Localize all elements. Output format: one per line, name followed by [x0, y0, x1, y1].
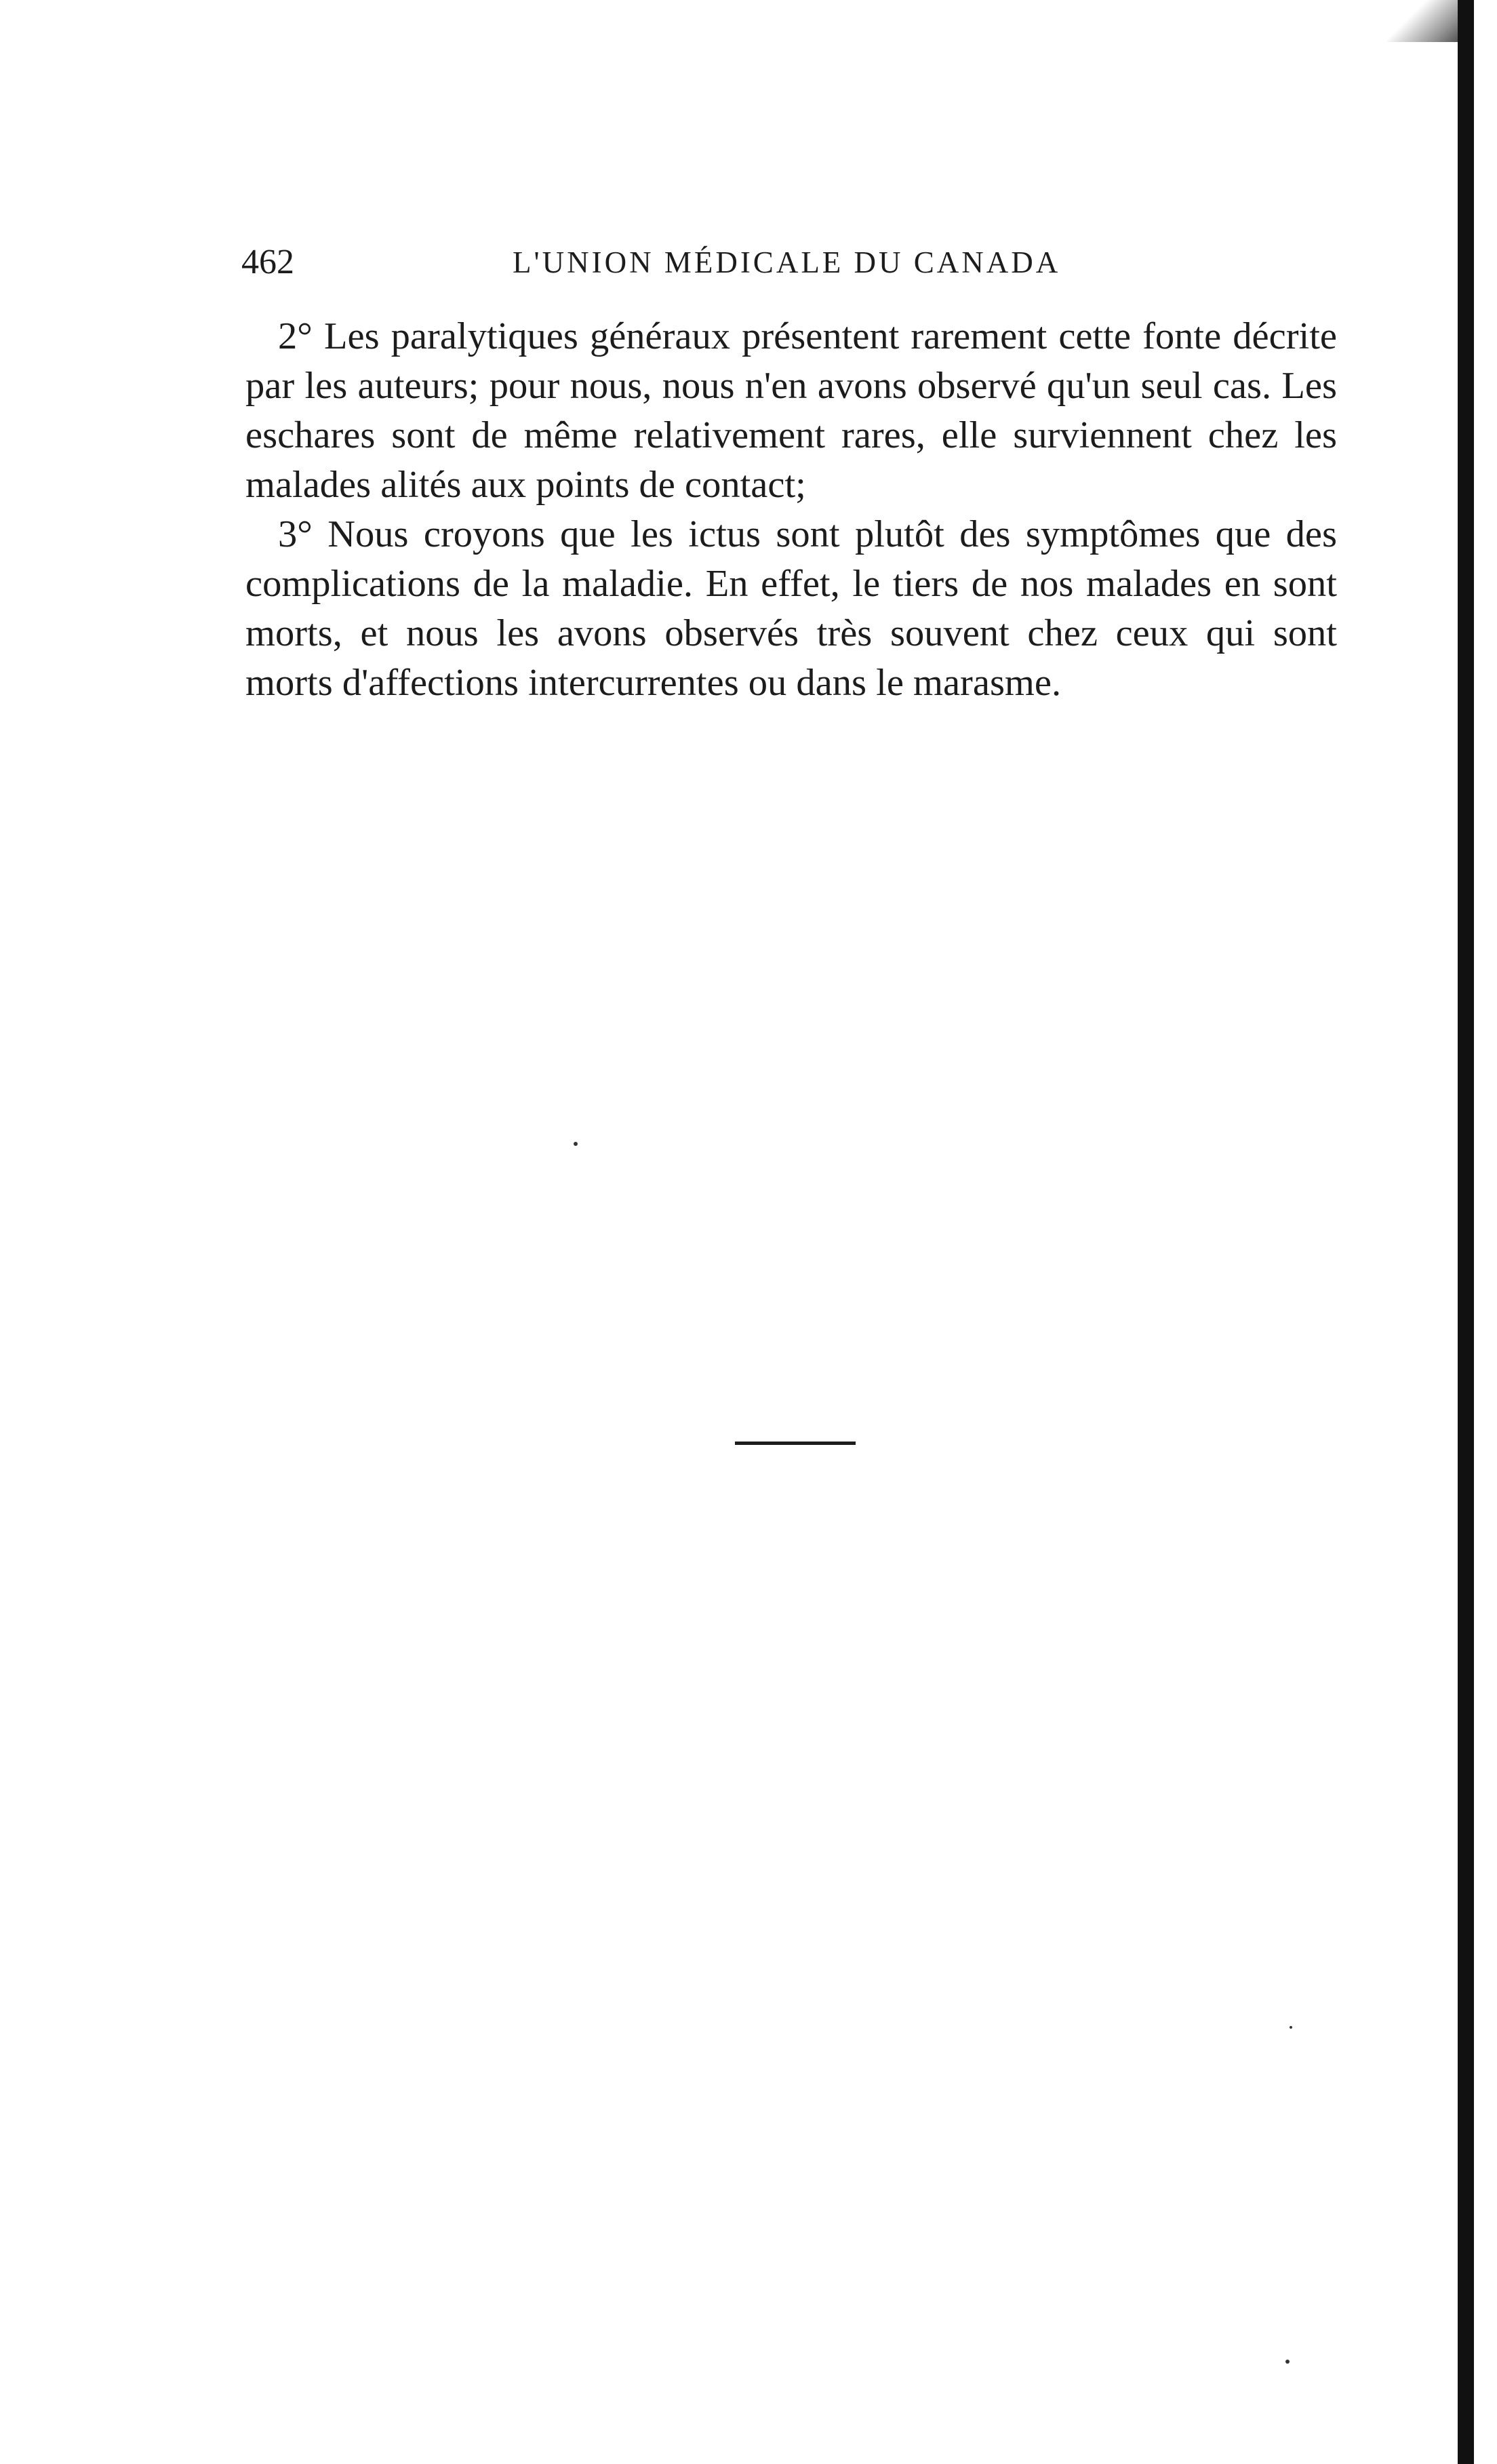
running-head [241, 239, 1340, 286]
section-end-rule [735, 1442, 856, 1445]
paragraph-2: 2° Les paralytiques généraux présentent rarement cette fonte décrite par les auteurs; pour nous, nous n'en avons observé qu'un seul cas. Les eschares sont de même relativement rares, elle surviennent chez les malades alités aux points de contact; [245, 315, 1337, 506]
scan-speck [574, 1142, 578, 1146]
paragraph-3: 3° Nous croyons que les ictus sont plutôt des symptômes que des complications de la maladie. En effet, le tiers de nos malades en sont morts, et nous les avons observés très souvent chez ceux qui sont morts d'affections intercurrentes ou dans le marasme. [245, 513, 1337, 704]
scan-speck [1290, 2026, 1292, 2029]
journal-title: L'UNION MÉDICALE DU CANADA [513, 245, 1061, 279]
scan-page-edge [1458, 0, 1474, 2464]
scan-speck [1285, 2360, 1290, 2364]
body-text [245, 312, 1337, 708]
page-number: 462 [241, 243, 294, 281]
